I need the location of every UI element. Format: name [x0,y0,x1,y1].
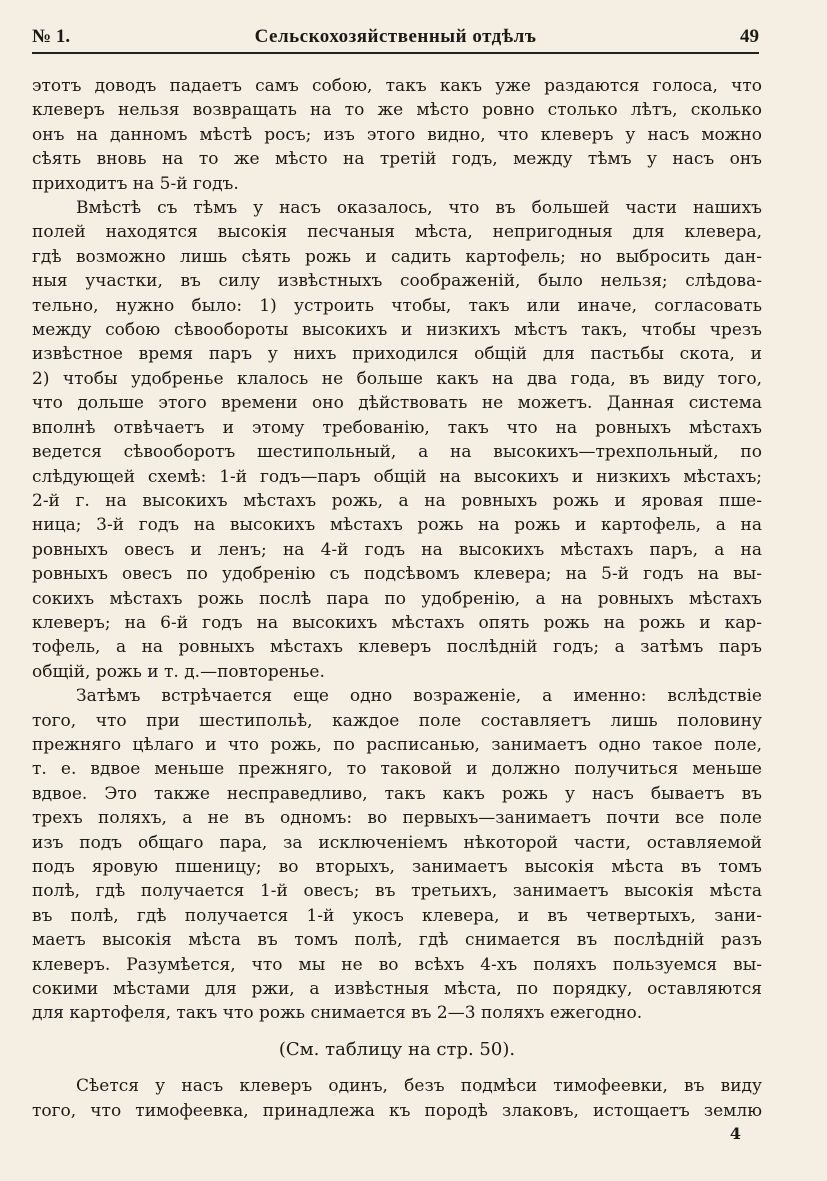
text-line: клеверъ нельзя возвращать на то же мѣсто ровно столько лѣтъ, сколько [32,100,762,121]
text-line: тельно, нужно было: 1) устроить чтобы, такъ или иначе, согласовать [32,295,762,316]
text-line: прежняго цѣлаго и что рожь, по расписанью, занимаетъ одно такое поле, [32,734,762,755]
text-line: для картофеля, такъ что рожь снимается въ 2—3 поляхъ ежегодно. [32,1003,643,1024]
issue-number: № 1. [32,26,71,47]
text-line: Затѣмъ встрѣчается еще одно возраженіе, а именно: вслѣдствіе [76,686,762,707]
signature-mark: 4 [729,1124,741,1143]
text-line: сокими мѣстами для ржи, а извѣстныя мѣста, по порядку, оставляются [32,979,762,1000]
text-line: вполнѣ отвѣчаетъ и этому требованію, такъ что на ровныхъ мѣстахъ [32,417,762,438]
text-line: этотъ доводъ падаетъ самъ собою, такъ какъ уже раздаются голоса, что [32,76,762,96]
text-line: ровныхъ овесъ и ленъ; на 4-й годъ на высокихъ мѣстахъ паръ, а на [32,539,762,560]
paragraph [32,196,762,684]
text-line: общій, рожь и т. д.—повторенье. [32,661,325,682]
text-line: онъ на данномъ мѣстѣ росъ; изъ этого видно, что клеверъ у насъ можно [32,124,762,145]
text-line: сокихъ мѣстахъ рожь послѣ пара по удобренію, а на ровныхъ мѣстахъ [32,588,762,609]
text-line: въ полѣ, гдѣ получается 1-й укосъ клевера, и въ четвертыхъ, зани- [32,905,762,926]
text-line: изъ подъ общаго пара, за исключеніемъ нѣкоторой части, оставляемой [32,832,762,853]
text-line: полей находятся высокія песчаныя мѣста, непригодныя для клевера, [32,222,762,243]
text-line: сѣять вновь на то же мѣсто на третій годъ, между тѣмъ у насъ онъ [32,149,762,170]
text-line: 2-й г. на высокихъ мѣстахъ рожь, а на ровныхъ рожь и яровая пше- [32,490,762,511]
running-header [32,22,759,54]
text-line: трехъ поляхъ, а не въ одномъ: во первыхъ—занимаетъ почти все поле [32,808,762,829]
text-line: что дольше этого времени оно дѣйствовать не можетъ. Данная система [32,393,762,414]
text-line: того, что тимофеевка, принадлежа къ породѣ злаковъ, истощаетъ землю [32,1100,762,1121]
section-title: Сельскохозяйственный отдѣлъ [254,26,537,47]
text-line: т. е. вдвое меньше прежняго, то таковой и должно получиться меньше [32,759,762,780]
text-line: полѣ, гдѣ получается 1-й овесъ; въ третьихъ, занимаетъ высокія мѣста [32,881,762,902]
page-number: 49 [740,26,759,47]
paragraph [32,1074,762,1123]
text-line: приходитъ на 5-й годъ. [32,173,239,194]
text-line: клеверъ; на 6-й годъ на высокихъ мѣстахъ опять рожь на рожь и кар- [32,612,762,633]
text-line: Сѣется у насъ клеверъ одинъ, безъ подмѣси тимофеевки, въ виду [76,1076,762,1097]
text-line: ведется сѣвооборотъ шестипольный, а на высокихъ—трехпольный, по [32,442,762,463]
text-line: Вмѣстѣ съ тѣмъ у насъ оказалось, что въ большей части нашихъ [76,198,762,219]
text-line: между собою сѣвообороты высокихъ и низкихъ мѣстъ такъ, чтобы чрезъ [32,320,762,341]
text-line: того, что при шестипольѣ, каждое поле составляетъ лишь половину [32,710,762,731]
text-line: гдѣ возможно лишь сѣять рожь и садить картофель; но выбросить дан- [32,246,762,267]
table-reference-note: (См. таблицу на стр. 50). [278,1038,516,1060]
text-line: тофель, а на ровныхъ мѣстахъ клеверъ послѣдній годъ; а затѣмъ паръ [32,637,762,658]
text-line: слѣдующей схемѣ: 1-й годъ—паръ общій на высокихъ и низкихъ мѣстахъ; [32,466,762,487]
text-line: ныя участки, въ силу извѣстныхъ соображеній, было нельзя; слѣдова- [32,271,762,292]
text-line: маетъ высокія мѣста въ томъ полѣ, гдѣ снимается въ послѣдній разъ [32,930,762,951]
paragraph [32,74,762,196]
text-line: вдвое. Это также несправедливо, такъ какъ рожь у насъ бываетъ въ [32,783,762,804]
text-line: 2) чтобы удобренье клалось не больше какъ на два года, въ виду того, [32,368,762,389]
text-line: подъ яровую пшеницу; во вторыхъ, занимаетъ высокія мѣста въ томъ [32,857,762,877]
paragraph [32,684,762,1026]
text-line: ница; 3-й годъ на высокихъ мѣстахъ рожь на рожь и картофель, а на [32,515,762,536]
text-line: клеверъ. Разумѣется, что мы не во всѣхъ 4-хъ поляхъ пользуемся вы- [32,954,762,975]
body-text [32,74,762,1123]
text-line: извѣстное время паръ у нихъ приходился общій для пастьбы скота, и [32,344,762,365]
text-line: ровныхъ овесъ по удобренію съ подсѣвомъ клевера; на 5-й годъ на вы- [32,564,762,585]
